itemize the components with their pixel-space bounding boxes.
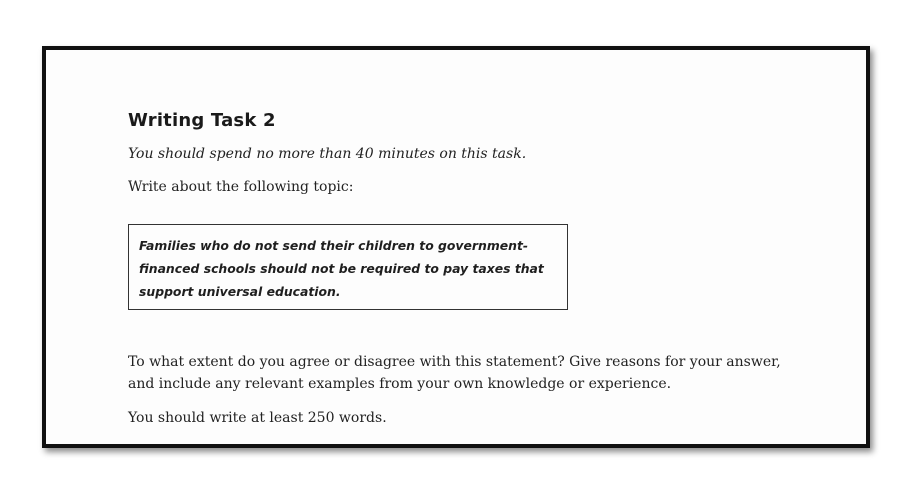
time-instruction: You should spend no more than 40 minutes on this task. xyxy=(128,146,527,162)
question-line: and include any relevant examples from your own knowledge or experience. xyxy=(128,376,672,392)
task-title: Writing Task 2 xyxy=(128,110,276,131)
topic-intro: Write about the following topic: xyxy=(128,179,354,195)
topic-statement xyxy=(139,234,557,303)
question-line: To what extent do you agree or disagree with this statement? Give reasons for your answer, xyxy=(128,354,781,370)
topic-line: support universal education. xyxy=(139,284,341,299)
task-question xyxy=(128,351,828,395)
topic-line: financed schools should not be required to pay taxes that xyxy=(139,261,544,276)
topic-line: Families who do not send their children to government- xyxy=(139,238,529,253)
topic-statement-box xyxy=(128,224,568,310)
word-requirement: You should write at least 250 words. xyxy=(128,410,387,426)
task-card xyxy=(42,46,870,448)
